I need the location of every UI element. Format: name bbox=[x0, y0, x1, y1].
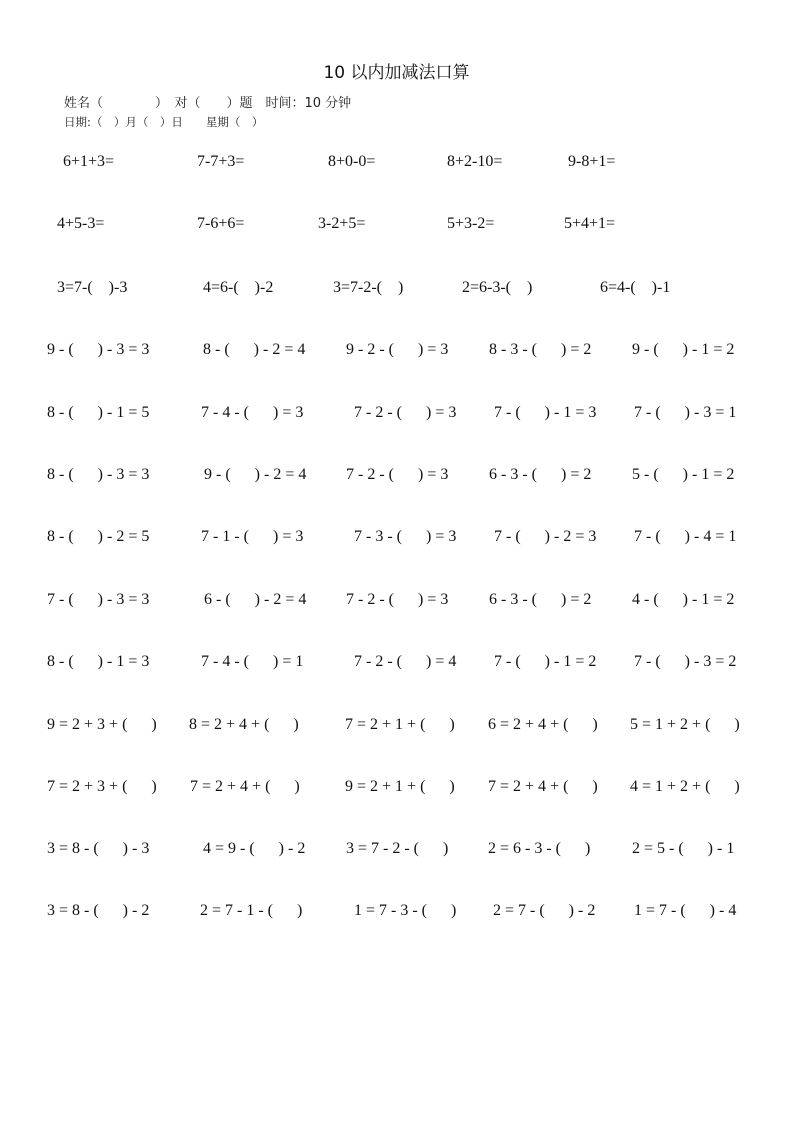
math-problem: 3=7-2-( ) bbox=[333, 279, 404, 296]
math-problem: 7 - 2 - ( ) = 3 bbox=[346, 466, 449, 483]
math-problem: 8 = 2 + 4 + ( ) bbox=[189, 716, 299, 733]
math-problem: 5 - ( ) - 1 = 2 bbox=[632, 466, 735, 483]
math-problem: 8 - ( ) - 2 = 4 bbox=[203, 341, 306, 358]
math-problem: 3=7-( )-3 bbox=[57, 279, 128, 296]
math-problem: 8 - ( ) - 3 = 3 bbox=[47, 466, 150, 483]
math-problem: 7 - ( ) - 2 = 3 bbox=[494, 528, 597, 545]
math-problem: 7 = 2 + 4 + ( ) bbox=[190, 778, 300, 795]
math-problem: 8 - ( ) - 2 = 5 bbox=[47, 528, 150, 545]
math-problem: 9 = 2 + 3 + ( ) bbox=[47, 716, 157, 733]
math-problem: 2 = 7 - ( ) - 2 bbox=[493, 902, 596, 919]
math-problem: 7-6+6= bbox=[197, 215, 245, 232]
math-problem: 7 - 1 - ( ) = 3 bbox=[201, 528, 304, 545]
math-problem: 9 - 2 - ( ) = 3 bbox=[346, 341, 449, 358]
math-problem: 7 - 2 - ( ) = 3 bbox=[346, 591, 449, 608]
math-problem: 4 = 1 + 2 + ( ) bbox=[630, 778, 740, 795]
math-problem: 6 - 3 - ( ) = 2 bbox=[489, 591, 592, 608]
math-problem: 6 = 2 + 4 + ( ) bbox=[488, 716, 598, 733]
math-problem: 7 - 3 - ( ) = 3 bbox=[354, 528, 457, 545]
math-problem: 7 = 2 + 1 + ( ) bbox=[345, 716, 455, 733]
math-problem: 7 - 4 - ( ) = 1 bbox=[201, 653, 304, 670]
page-title: 10 以内加减法口算 bbox=[323, 63, 470, 83]
math-problem: 7 - ( ) - 3 = 3 bbox=[47, 591, 150, 608]
math-problem: 7 - ( ) - 1 = 2 bbox=[494, 653, 597, 670]
math-problem: 7 - ( ) - 3 = 2 bbox=[634, 653, 737, 670]
math-problem: 6 - 3 - ( ) = 2 bbox=[489, 466, 592, 483]
math-problem: 5 = 1 + 2 + ( ) bbox=[630, 716, 740, 733]
math-problem: 4+5-3= bbox=[57, 215, 105, 232]
math-problem: 5+3-2= bbox=[447, 215, 495, 232]
math-problem: 9-8+1= bbox=[568, 153, 616, 170]
math-problem: 2 = 7 - 1 - ( ) bbox=[200, 902, 303, 919]
math-problem: 7-7+3= bbox=[197, 153, 245, 170]
math-problem: 7 - 4 - ( ) = 3 bbox=[201, 404, 304, 421]
math-problem: 2 = 6 - 3 - ( ) bbox=[488, 840, 591, 857]
math-problem: 3 = 8 - ( ) - 2 bbox=[47, 902, 150, 919]
math-problem: 1 = 7 - ( ) - 4 bbox=[634, 902, 737, 919]
math-problem: 7 - ( ) - 3 = 1 bbox=[634, 404, 737, 421]
math-problem: 3-2+5= bbox=[318, 215, 366, 232]
math-problem: 4=6-( )-2 bbox=[203, 279, 274, 296]
math-problem: 6=4-( )-1 bbox=[600, 279, 671, 296]
math-problem: 7 - ( ) - 4 = 1 bbox=[634, 528, 737, 545]
math-problem: 3 = 8 - ( ) - 3 bbox=[47, 840, 150, 857]
math-problem: 3 = 7 - 2 - ( ) bbox=[346, 840, 449, 857]
student-info-line: 姓名（ ） 对（ ）题 时间：10 分钟 bbox=[64, 96, 352, 111]
date-info-line: 日期:（ ）月（ ）日 星期（ ） bbox=[64, 115, 264, 129]
math-problem: 7 - 2 - ( ) = 3 bbox=[354, 404, 457, 421]
math-problem: 4 = 9 - ( ) - 2 bbox=[203, 840, 306, 857]
math-problem: 5+4+1= bbox=[564, 215, 616, 232]
math-problem: 9 - ( ) - 1 = 2 bbox=[632, 341, 735, 358]
math-problem: 6+1+3= bbox=[63, 153, 115, 170]
math-problem: 9 - ( ) - 3 = 3 bbox=[47, 341, 150, 358]
math-problem: 1 = 7 - 3 - ( ) bbox=[354, 902, 457, 919]
math-problem: 8+0-0= bbox=[328, 153, 376, 170]
math-problem: 8 - ( ) - 1 = 5 bbox=[47, 404, 150, 421]
math-problem: 8+2-10= bbox=[447, 153, 503, 170]
math-problem: 6 - ( ) - 2 = 4 bbox=[204, 591, 307, 608]
math-problem: 8 - ( ) - 1 = 3 bbox=[47, 653, 150, 670]
math-problem: 9 - ( ) - 2 = 4 bbox=[204, 466, 307, 483]
math-problem: 8 - 3 - ( ) = 2 bbox=[489, 341, 592, 358]
math-problem: 9 = 2 + 1 + ( ) bbox=[345, 778, 455, 795]
math-problem: 7 - 2 - ( ) = 4 bbox=[354, 653, 457, 670]
math-problem: 2 = 5 - ( ) - 1 bbox=[632, 840, 735, 857]
math-problem: 7 - ( ) - 1 = 3 bbox=[494, 404, 597, 421]
math-problem: 7 = 2 + 3 + ( ) bbox=[47, 778, 157, 795]
math-problem: 4 - ( ) - 1 = 2 bbox=[632, 591, 735, 608]
math-problem: 7 = 2 + 4 + ( ) bbox=[488, 778, 598, 795]
math-problem: 2=6-3-( ) bbox=[462, 279, 533, 296]
